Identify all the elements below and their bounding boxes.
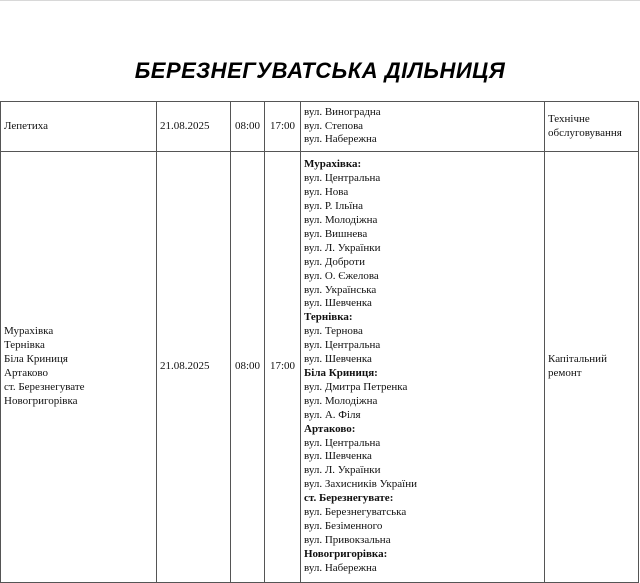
street-name: вул. Центральна: [304, 436, 381, 449]
table-row: [1, 102, 639, 152]
street-name: вул. Набережна: [304, 133, 377, 146]
street-name: вул. Безіменного: [304, 519, 383, 532]
date-cell: 21.08.2025: [157, 102, 231, 152]
settlement-name: Лепетиха: [4, 119, 48, 132]
street-name: вул. Захисників України: [304, 478, 417, 491]
street-name: вул. Березнегуватська: [304, 506, 407, 519]
group-heading: Біла Криниця:: [304, 367, 378, 379]
street-name: вул. Молодіжна: [304, 394, 378, 407]
street-name: вул. Шевченка: [304, 353, 372, 366]
street-name: вул. Молодіжна: [304, 214, 378, 227]
table-row: [1, 152, 639, 583]
street-name: вул. Л. Українки: [304, 241, 381, 254]
work-type-cell: Технічне обслуговування: [545, 102, 639, 152]
streets-cell: [301, 152, 545, 583]
street-name: вул. Тернова: [304, 325, 363, 338]
settlement-name: Тернівка: [4, 339, 45, 352]
group-heading: ст. Березнегувате:: [304, 492, 394, 505]
end-time-cell: 17:00: [265, 102, 301, 152]
street-name: вул. Привокзальна: [304, 533, 391, 546]
date-cell: 21.08.2025: [157, 152, 231, 583]
settlement-name: Новогригорівка: [4, 394, 78, 407]
street-name: вул. Центральна: [304, 172, 381, 185]
street-name: вул. Доброти: [304, 255, 365, 268]
start-time-cell: 08:00: [231, 152, 265, 583]
street-name: вул. Л. Українки: [304, 464, 381, 477]
street-name: вул. Шевченка: [304, 297, 372, 310]
street-name: вул. О. Єжелова: [304, 269, 379, 282]
group-heading: Тернівка:: [304, 311, 353, 324]
settlement-name: ст. Березнегувате: [4, 380, 85, 393]
streets-cell: [301, 102, 545, 152]
group-heading: Новогригорівка:: [304, 547, 388, 560]
street-name: вул. Степова: [304, 119, 364, 132]
street-name: вул. Набережна: [304, 561, 377, 574]
settlements-cell: [1, 102, 157, 152]
end-time-cell: 17:00: [265, 152, 301, 583]
settlement-name: Артаково: [4, 367, 49, 379]
street-name: вул. А. Філя: [304, 408, 361, 421]
street-name: вул. Шевченка: [304, 450, 372, 463]
work-type-cell: Капітальний ремонт: [545, 152, 639, 583]
outage-schedule-table: [0, 101, 639, 583]
street-name: вул. Центральна: [304, 339, 381, 352]
group-heading: Мурахівка:: [304, 158, 362, 171]
street-name: вул. Українська: [304, 283, 377, 296]
top-divider: [0, 0, 640, 1]
group-heading: Артаково:: [304, 422, 356, 435]
street-name: вул. Нова: [304, 186, 349, 199]
settlement-name: Біла Криниця: [4, 353, 68, 366]
page-title: БЕРЕЗНЕГУВАТСЬКА ДІЛЬНИЦЯ: [134, 58, 506, 83]
settlement-name: Мурахівка: [4, 325, 54, 338]
street-name: вул. Виноградна: [304, 105, 381, 118]
street-name: вул. Р. Ільїна: [304, 200, 364, 213]
settlements-cell: [1, 152, 157, 583]
street-name: вул. Вишнева: [304, 227, 368, 240]
start-time-cell: 08:00: [231, 102, 265, 152]
street-name: вул. Дмитра Петренка: [304, 380, 408, 393]
